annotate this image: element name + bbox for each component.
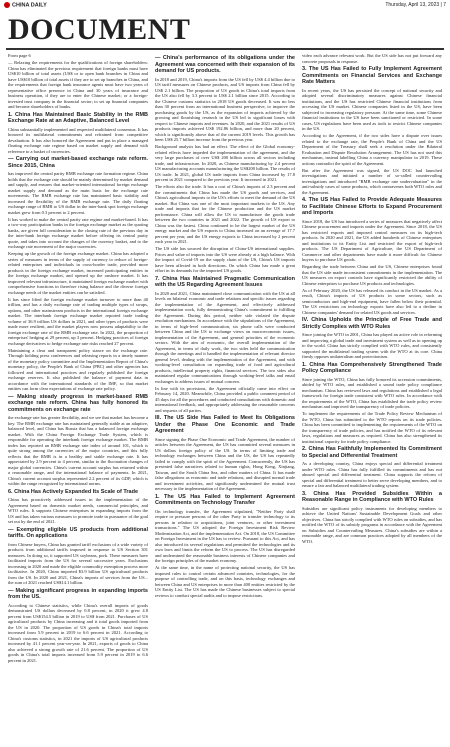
body-paragraph: In 2018 and 2019, China's imports from the US fell by US$ 4.4 billion due to US tariff measures on Chinese products, and US imports from China fell by US$ 2.1 billion. The proportion of US goods in China's total imports from the US also fell by 3.3 percent to US$ 2.1 billion since 2015. According to the Chinese customs statistics in 2018 US goods decreased. It was no less than 30 percent from an international business perspective, to improve the purchasing goods by the US, as the expansion of imports achieved by the growing and flourishing research in the US led to significant losses with respect to Chinese imports and revenues. In 2020, and the 2021 results of US products imports achieved US$ 192.86 billion, and more than 20 percent, which is significantly above that of the current 2019 levels. This growth has been US$ 25.7 billion increase from the previous year.: [155, 76, 295, 142]
section-heading: 1. China Has Maintained Basic Stability in the RMB Exchange Rate at an Adaptive, Balanced Level: [8, 111, 148, 124]
brand-name: CHINA DAILY: [12, 2, 47, 9]
body-paragraph: Maintaining a clear and transparent policy stance on the exchange rate. Through holding press conferences and releasing reports in a timely manner of the monetary policy committee and the Implementation Report of China's monetary policy, the People's Bank of China (PBC) and other agencies has followed and international practices and regularly published the foreign exchange reserves. It also published the balance of payment data in accordance with the international standards of the IMF, so that market entities can form clear expectations of exchange rate policy.: [8, 347, 148, 391]
body-paragraph: As a developing country, China enjoys special and differential treatment under WTO rules. China has fully fulfilled its commitments and has not abused special and differential treatment. China supports the reform of special and differential treatment to better serve developing members, and to ensure a fair and balanced multilateral trading system.: [302, 461, 442, 488]
section-heading: 1. The US Has Failed to Implement Agreement Commitments on Technology Transfer: [155, 493, 295, 506]
body-paragraph: In recent years, the US has persisted the concept of national security and adopted several discriminatory measures against Chinese financial institutions, and the US has restricted Chinese financial institutions from accessing the US market. Chinese companies listed in the US, have been subjected to increasing regulatory pressure. At the same time, some Chinese financial institutions in the US have been sanctioned or restricted. In some cases, US regulations have been used as tools to restrict Chinese companies in the US.: [302, 87, 442, 131]
body-paragraph: the exchange rate has greater flexibility, and we see that market has become a key. The RMB exchange rate has maintained generally stable at an adaptive, balanced level, and China has Russia that has a balanced foreign exchange market. With the China Foreign Exchange Trade System, which is responsible for operating the interbank foreign exchange market. The RMB index has reported an RMB exchange rate index of around 101, which is quite strong among the currencies of the major countries, and this fully reflects that the RMB is in a healthy and stable exchange rate. It has appreciated by 2.9 percent to 4 percent, similar to the fluctuation changes of major global currencies. China's current account surplus has returned within a reasonable range, and the international balance of payments. In 2021, China's current account surplus represented 2.2 percent of its GDP, which is within the range recognized by international norms.: [8, 415, 148, 486]
body-paragraph: But after the Agreement was signed, the US DOC had launched investigations and initiated a number of so-called countervailing investigations and introduced "RMB exchange rate undervaluation" in the anti-subsidy cases of some products, which contravenes both WTO rules and the Agreement.: [302, 167, 442, 195]
body-paragraph: Regarding the trade between China and the US, Chinese enterprises found that the US side made inconsistent commitments in the implementation. The US measures on export controls have significantly restricted the ability of Chinese enterprises to purchase US products and technologies.: [302, 264, 442, 286]
section-heading: — Making significant progress in expanding imports from the US.: [8, 587, 148, 600]
section-heading: IV. China Upholds the Principle of Free Trade and Strictly Complies with WTO Rules: [302, 317, 442, 330]
section-title: DOCUMENT: [8, 13, 191, 46]
header-divider: [6, 48, 444, 50]
body-paragraph: According to the Agreement, if the two sides have a dispute over issues related to the exchange rate, the People's Bank of China and the US Department of the Treasury shall seek a resolution under the Bilateral Evaluation and Dispute Resolution Arrangement. The US has not used this mechanism, instead labelling China a currency manipulator in 2019. These actions contradict the spirit of the Agreement.: [302, 133, 442, 166]
body-paragraph: As of February 2020, the US has released its conduct in the US market. As a result, China's imports of US products in some sectors, such as semiconductors and high-end equipment, have fallen below their potential. The US restrictions on technology exports have also led to a decline in Chinese companies' demand for related US goods and services.: [302, 287, 442, 315]
section-heading: 4. The US Has Failed to Provide Adequate Measures to Facilitate Chinese Efforts to Expand Procurement and Imports: [302, 197, 442, 216]
body-paragraph: On technology transfer, the Agreement stipulated, "Neither Party shall require or pressure persons of the other Party to transfer technology to its persons in relation to acquisitions, joint ventures, or other investment transactions." The US adopted the Foreign Investment Risk Review Modernization Act, and the implementation Act. On 2018, the US Committee on Foreign Investment in the US has to review: Pursuant to this Act, and has also introduced its several regulations and permitted the technologies and its own laws and limits the reform the US to process. The US has disregarded and undermined the reasonable business interests of Chinese companies and the foreign principles of the market economy.: [155, 508, 295, 563]
section-heading: — China's performance of its obligations under the Agreement was concerned with their expansion of its demand for US products.: [155, 55, 295, 74]
body-paragraph: From page 6: [8, 53, 31, 58]
date-page-line: Thursday, April 13, 2023 | 7: [385, 2, 446, 8]
body-paragraph: It has worked to make the central parity rate regime and market-based. It has a two-way participation banks in the foreign exchange market as the quoting banks, are given full consideration to the closing rate of the previous day in the inter-bank foreign exchange market before offering its central parity quote, and takes into account the changes of the currency basket, and to the exchange rate movement of the major currencies.: [8, 216, 148, 249]
column-2: [155, 53, 295, 743]
body-paragraph: Since joining the WTO, China has fully honored its accession commitments, abided by WTO rules, and established a sound trade policy compliance mechanism. China has reviewed laws and regulations and established a legal framework for foreign trade consistent with WTO rules. In accordance with the requirements of the WTO, China has established the trade policy review mechanism and improved the transparency of trade policies.: [302, 376, 442, 409]
body-paragraph: China substantially implemented and respected multilateral consensus. It has honored its multilateral commitments and refrained from competitive devaluation. It has also honored the Agreement and put in place a managed floating exchange rate regime based on market supply and demand with reference to a basket of currencies.: [8, 126, 148, 154]
article-body: [8, 53, 442, 743]
page-header: [0, 0, 450, 12]
section-heading: — Making steady progress in market-based RMB exchange rate reform. China has fully honored its commitments on exchange rate: [8, 393, 148, 413]
section-heading: 1. China Has Comprehensively Strengthened Trade Policy Compliance: [302, 361, 442, 374]
section-heading: 7. China Has Maintained Pragmatic Communication with the US Regarding Agreement Issues: [155, 275, 295, 288]
body-paragraph: According to Chinese statistics, while China's overall imports of goods demonstrated US dollars decreased by 0.8 percent, in 2020 it grew 4.8 percent from US$154.5 billion in 2019 to US$ from 2021. Purchases of US agricultural products by China increasing and it total goods imported from the US in 2020. The proportion of US goods in China's total imports increased from 5.9 percent in 2019 to 6.6 percent in 2021. According to China's customs statistics, in 2021 the imports of US agricultural products increased by 41.1 percent year-on-year. In 2021, exports of goods to China also achieved a strong growth rate of 21.6 percent. The proportion of US goods in China's total imports increased from 5.9 percent in 2019 to 6.6 percent in 2021.: [8, 602, 148, 663]
body-paragraph: — Relaxing the requirements for the qualifications of foreign shareholders: China has eliminated the previous requirement that foreign banks must have US$10 billion of total assets (US$ or to open bank branches in China and have US$10 billion of total assets if they are to set up branches in China, and the requirements that foreign bank insurance agents must have two years of representative office presence in China and 30 years of insurance and business operation, if they are to enter the Chinese market; or a foreign-invested trust company in the financial sector; to set up financial companies and become shareholders of banks.: [8, 60, 148, 109]
brand-logo-icon: [4, 2, 10, 8]
body-paragraph: At the same time, in the name of protecting national security, the US has imposed rules to control certain advanced countries, technologies, for the purpose of controlling trade, and on this basis, technology exchanges and between China and US enterprises in more than 400 entities restricted by the US Entity List. The US has made the Chinese businesses subject to special reviews to conduct special audits and to impose restrictions.: [155, 565, 295, 598]
column-1: [8, 53, 148, 743]
section-heading: 3. The US Has Failed to Fully Implement Agreement Commitments on Financial Services and Exchange Rate Matters: [302, 66, 442, 85]
section-heading: 6. China Has Actively Expanded Its Scale of Trade: [8, 488, 139, 495]
body-paragraph: Since joining the WTO in 2001, China has played an active role in reforming and improving a global trade and investment system as well as in opening up to the world. China has strictly complied with WTO rules, and consistently supported the multilateral trading system with the WTO at its core. China firmly opposes unilateralism and protectionism.: [302, 332, 442, 359]
body-paragraph: In 2020 and 2021, China maintained close communication with the US at all levels on bilateral economic and trade relations and specific issues regarding the implementation of the Agreement, and effectively addressed implementation work, fully demonstrating China's commitment to fulfilling the Agreement. During this period, neither side violated the dispute resolution mechanism. In accordance with the stipulations of the Agreement, in terms of high-level communication, six phone calls were conducted between China and the US to exchange views on macroeconomic issues, implementation of the Agreement, and general priorities of the economic sectors. With the aim of economic, the overall implementation of the Agreement, in terms of daily work, the two sides held the communication through the meetings and it handled the implementation of relevant director general level, dealing with the implementation of the Agreement, and with working-level consultation on expanding trade of food and agricultural products, intellectual property rights, financial services. The two sides also maintained regular communications through working-level talks and email exchanges to address issues of mutual concern.: [155, 290, 295, 384]
column-3: [302, 53, 442, 743]
section-heading: III. The US Side Has Failed to Meet Its Obligations Under the Phase One Economic and Trade Agreement: [155, 415, 295, 434]
body-paragraph: China has proactively addressed issues in the implementation of the Agreement based on domestic market needs, commercial principles, and WTO rules. It supports Chinese enterprises in expanding imports from the US and has taken various measures to promote trade in pursuance of the goal set out by the end of 2021.: [8, 497, 148, 524]
body-paragraph: The US side has sourced the disruption of China-US international supplies. Prices and value of imports into the US were already at a high balance. With the impact of Covid-19 on the supply chain of the US, China's US imports have been affected in both directions. On which China has made a great effort in its demands for the imported US goods.: [155, 246, 295, 273]
body-paragraph: Since signing the Phase One Economic and Trade Agreement, the number of articles between the Agreement, the US has committed several measures in US dollars foreign policy of the US. In terms of limiting trade and technology exchanges between China and the US, the US has repeatedly failed to comply with the spirit of the Agreement. Concurrently, the US has presented false narratives related to human rights, Hong Kong, Xinjiang, Taiwan, and the South China Sea, and other matters of China. It has made false allegations as economic and trade relations, and disrupted normal trade and investment activities, and significantly undermined the mutual trust necessary to the implementation of the Agreement.: [155, 436, 295, 491]
body-paragraph: Background analysis has had an effect. The effect of the Global economy-related effects have impeded the implementation of the agreement, and the very large purchases of over US$ 200 billion across all sectors including trade, and infrastructure. In 2020, as Chinese manufacturing by 2.4 percent US manufacturing accounts manufacturing the US$200 billion. The results of US trade. In 2021, global US trade imports from China increased by 17.8 percent in 2021 compared to the previous year. It increased in 2021.: [155, 144, 295, 182]
body-paragraph: from Chinese buyers, China has granted tariff exclusions of a wide variety of products from additional tariffs imposed in response to US Section 301 measures. In doing so, it supported US soybeans, pork. These measures have facilitated imports from the US for several successive years. Exclusions increasing in 2020 and made the eligible commodity exemption process more facilitative. In 2020, China imported $3.9 billion US agricultural products from the US. In 2020 and 2021, China's imports of services from the US... the sum of 2021 reached US$14.1 billion.: [8, 541, 148, 585]
masthead-brand: [4, 2, 47, 8]
body-paragraph: video each advance relevant work. But the US side has not put forward any concrete proposals in response.: [302, 53, 442, 64]
body-paragraph: Keeping up the growth of the foreign exchange market. China has adopted a series of measures in terms of the supply of currency to reduce of foreign-related enterprises and individuals in cross-border trade, provided more products in the foreign exchange market, increased participating entities in the foreign exchange market, and opened up the onshore market. It has improved relevant infrastructure, it maintained foreign exchange market with comprehensive functions in therefore rising balance and the diverse foreign exchange needs of the market entities can be satisfied.: [8, 251, 148, 295]
body-paragraph: It has since lifted the foreign exchange market turnover to more than 40 trillion, and has a daily exchange rate of trading multiple types of swaps, options, and other mainstream products in the international foreign exchange market. The interbank foreign exchange market reported trade trading volume of 36.9 trillion US dollars in 2021, and other types of products were made more resilient, and the market players now possess adaptability to the foreign exchange rate of the RMB exchange rate. In 2022, the proportion of enterprises' hedging at 29 percent, up 3 percent. Hedging practices of foreign exchange derivatives to hedge exchange rate risks reached 27 percent.: [8, 296, 148, 346]
body-paragraph: Since 2018, the US has introduced a series of measures that negatively affect Chinese procurement and imports under the Agreement. Since 2018, the US has restricted exports and imposed control measures on its high-tech products. In 2020 and 2021, the US added hundreds of Chinese enterprises and institutions to its Entity List and restricted the export of high-tech products. The US Department of Agriculture, the US Department of Commerce and other departments have made it more difficult for Chinese buyers to purchase US goods.: [302, 218, 442, 262]
body-paragraph: Subsidies are significant policy instruments for developing members to achieve the United Nations' Sustainable Development Goals and other objectives. China has strictly complied with WTO rules on subsidies, and has notified the WTO of its subsidy programs in accordance with the Agreement on Subsidies and Countervailing Measures. China's subsidies are within a reasonable range, and are common practices adopted by all members of the WTO.: [302, 505, 442, 544]
section-heading: — Exempting eligible US products from additional tariffs. On applications: [8, 526, 148, 539]
section-heading: — Carrying out market-based exchange rate reform. Since 2015, China: [8, 156, 148, 169]
body-paragraph: In line with its provisions, the Agreement officially came into effect on February 14, 2020. Meanwhile, China provided a public comment period of 45 days for all the procedures and conducted consultations with domestic and international feedback, and appropriately addressing the reasonable concerns and requests of all parties.: [155, 385, 295, 413]
body-paragraph: has improved the central parity RMB exchange rate formation regime. China holds that the exchange rate should be mainly determined by market demand and supply, and ensures that market-oriented international foreign exchange market supply and demand as the main basis for the exchange rate movements. The RMB exchange rate has maintained basic stability and increased the flexibility of the RMB exchange rate. The daily floating exchange range of RMB to US dollar in the inter-bank spot foreign exchange market grew from 0.3 percent to 2 percent.: [8, 171, 148, 215]
body-paragraph: To implement the requirements of the Trade Policy Review Mechanism of the WTO, China has submitted to the WTO reports on its trade policies. China has been committed to implementing the requirements of the WTO on the transparency of trade policies, and has notified the WTO of its relevant laws, regulations and measures as required. China has also strengthened its institutional capacity for trade policy compliance.: [302, 411, 442, 444]
body-paragraph: The efforts also the trade. It has a cost of China's imports of 2.3 percent and the commitments that China has made the US goods and services, and China's agricultural imports to the US's efforts to meet the demand of the US market. But China was one of the most important markets to the US. Any trade and imports that for the Chinese production and the US market performance. China will allow the US to manufacture the goods trade between the two countries in 2021 and 2022. The growth of US export to China was the fastest. China continued to be the largest market of the US energy market and the US exports to China increased on an average of 17.7 percent per year, and the US energy exports to China increased by 2 percent each year in 2021.: [155, 184, 295, 244]
section-heading: 2. China Has Faithfully Implemented Its Commitment to Special and Differential Treatment: [302, 446, 442, 459]
section-heading: 3. China Has Provided Subsidies Within a Reasonable Range in Compliance with WTO Rules: [302, 490, 442, 503]
